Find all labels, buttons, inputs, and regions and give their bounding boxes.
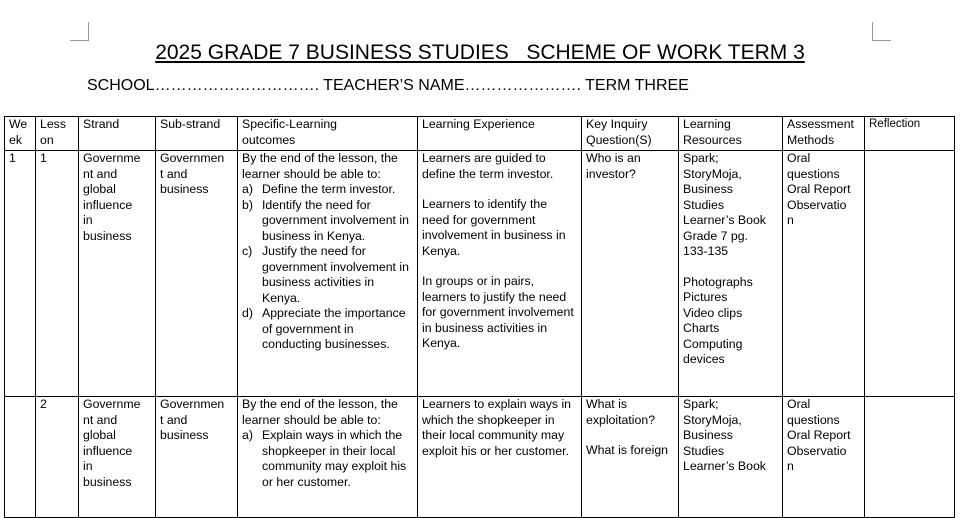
cell-lesson: 1 xyxy=(36,151,79,397)
header-resources: Learning Resources xyxy=(679,117,783,151)
outcomes-list xyxy=(242,428,413,490)
list-item: c) Justify the need for government involvement in business activities in Kenya. xyxy=(242,244,409,305)
document-title: 2025 GRADE 7 BUSINESS STUDIES SCHEME OF WORK TERM 3 xyxy=(155,41,805,64)
cell-lesson: 2 xyxy=(36,397,79,518)
cell-resources xyxy=(679,151,783,397)
table-header-row xyxy=(5,117,955,151)
header-sub-strand: Sub-strand xyxy=(156,117,238,151)
cell-strand: Governme nt and global influence in business xyxy=(79,151,156,397)
cell-resources xyxy=(679,397,783,518)
outcomes-list xyxy=(242,182,413,353)
cell-outcomes xyxy=(238,151,418,397)
header-lesson: Less on xyxy=(36,117,79,151)
cell-outcomes xyxy=(238,397,418,518)
resources-item: Spark; StoryMoja, Business Studies Learner’s Book xyxy=(683,397,766,473)
header-experience: Learning Experience xyxy=(418,117,582,151)
cell-experience xyxy=(418,397,582,518)
header-reflection: Reflection xyxy=(865,117,955,151)
cell-reflection xyxy=(865,151,955,397)
header-week: We ek xyxy=(5,117,36,151)
cell-assessment: Oral questions Oral Report Observatio n xyxy=(783,151,865,397)
list-item: b) Identify the need for government involvement in business in Kenya. xyxy=(242,197,409,243)
page-corner-mark-left xyxy=(70,22,89,41)
list-item: d) Appreciate the importance of government in conducting businesses. xyxy=(242,306,406,351)
header-assessment: Assessment Methods xyxy=(783,117,865,151)
cell-sub-strand: Governmen t and business xyxy=(156,397,238,518)
header-inquiry: Key Inquiry Question(S) xyxy=(582,117,679,151)
cell-reflection xyxy=(865,397,955,518)
table-row xyxy=(5,397,955,518)
outcomes-intro: By the end of the lesson, the learner should be able to: xyxy=(242,151,398,181)
cell-week: 1 xyxy=(5,151,36,397)
cell-inquiry xyxy=(582,397,679,518)
inquiry-item: What is foreign xyxy=(586,443,669,457)
experience-item: Learners to identify the need for government involvement in business in Kenya. xyxy=(422,197,566,258)
table-row xyxy=(5,151,955,397)
scheme-of-work-table xyxy=(4,116,955,518)
outcomes-intro: By the end of the lesson, the learner should be able to: xyxy=(242,397,398,427)
cell-strand: Governme nt and global influence in business xyxy=(79,397,156,518)
inquiry-item: Who is an investor? xyxy=(586,151,641,181)
cell-inquiry xyxy=(582,151,679,397)
experience-item: Learners are guided to define the term investor. xyxy=(422,151,554,181)
resources-item: Spark; StoryMoja, Business Studies Learner’s Book Grade 7 pg. 133-135 xyxy=(683,151,766,258)
resources-item: Photographs Pictures Video clips Charts Computing devices xyxy=(683,274,753,366)
cell-week xyxy=(5,397,36,518)
cell-assessment: Oral questions Oral Report Observatio n xyxy=(783,397,865,518)
list-item: a) Explain ways in which the shopkeeper in their local community may exploit his or her customer. xyxy=(242,428,407,489)
header-outcomes: Specific-Learning outcomes xyxy=(238,117,418,151)
header-strand: Strand xyxy=(79,117,156,151)
experience-item: Learners to explain ways in which the shopkeeper in their local community may exploit his or her customer. xyxy=(422,397,572,458)
cell-sub-strand: Governmen t and business xyxy=(156,151,238,397)
list-item: a) Define the term investor. xyxy=(242,182,396,196)
experience-item: In groups or in pairs, learners to justify the need for government involvement in business activities in Kenya. xyxy=(422,274,574,350)
document-subtitle: SCHOOL…………………………. TEACHER’S NAME…………………. TERM THREE xyxy=(87,77,689,94)
page-corner-mark-right xyxy=(872,22,891,41)
inquiry-item: What is exploitation? xyxy=(586,397,656,427)
cell-experience xyxy=(418,151,582,397)
